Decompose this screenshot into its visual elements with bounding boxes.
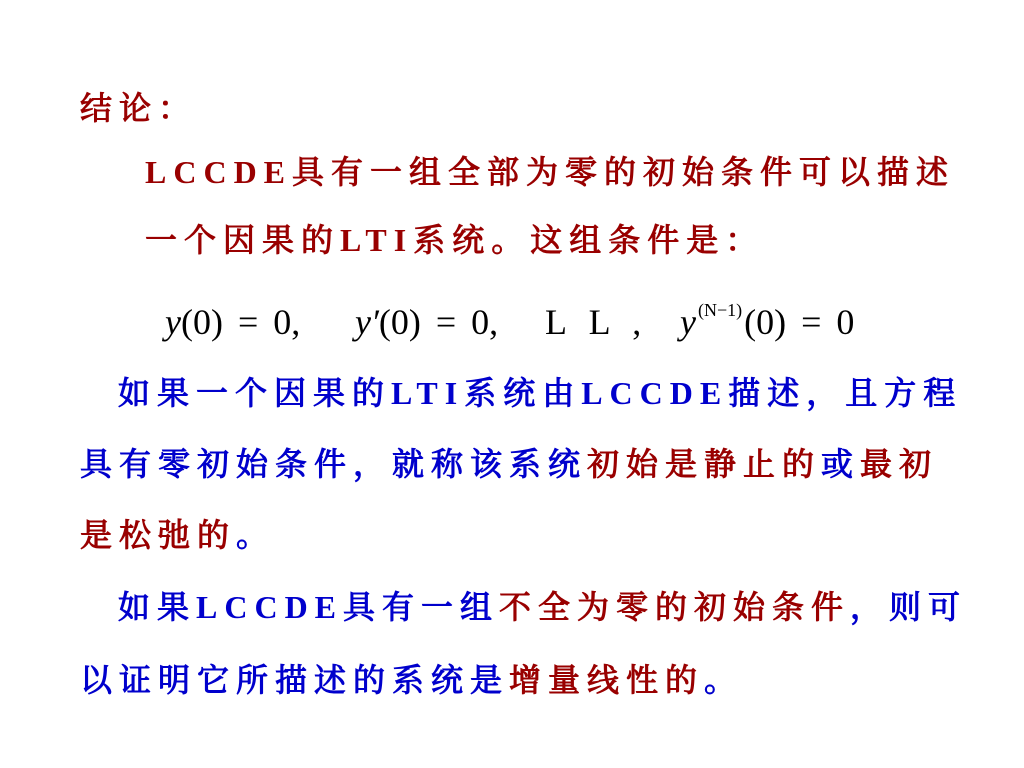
formula-superscript-order: (N−1) <box>697 300 743 320</box>
para1-line-3-period: 。 <box>236 517 276 553</box>
para2-line-1-text: 如果LCCDE具有一组 <box>118 589 500 625</box>
formula-term-yN1 <box>680 296 854 354</box>
term-initially-relaxed-start: 最初 <box>860 446 939 482</box>
para2-line-2-period: 。 <box>704 662 744 698</box>
para2-line-2 <box>80 660 743 700</box>
formula-var-y-n: y <box>680 302 696 342</box>
formula-term-y0 <box>165 296 300 348</box>
conclusion-line-1: LCCDE具有一组全部为零的初始条件可以描述 <box>145 154 956 190</box>
formula-var-y: y <box>165 302 181 342</box>
term-incrementally-linear: 增量线性的 <box>509 662 705 698</box>
para1-line-3 <box>80 515 275 555</box>
term-initially-relaxed-end: 是松弛的 <box>80 517 237 553</box>
para2-line-2-text: 以证明它所描述的系统是 <box>80 662 510 698</box>
term-nonzero-initial-conditions: 不全为零的初始条件 <box>499 589 851 625</box>
formula-term-yprime0-rest: (0) = 0, <box>378 302 499 342</box>
conclusion-heading: 结论： <box>80 90 198 126</box>
para1-line-2 <box>80 444 938 484</box>
initial-conditions-formula <box>0 296 1024 348</box>
term-initial-rest: 初始是静止的 <box>587 446 822 482</box>
para1-line-1: 如果一个因果的LTI系统由LCCDE描述，且方程 <box>118 375 963 411</box>
conclusion-line-2: 一个因果的LTI系统。这组条件是： <box>145 222 765 258</box>
para1-line-2-text: 具有零初始条件，就称该系统 <box>80 446 588 482</box>
para1-line-2-or: 或 <box>821 446 861 482</box>
formula-term-yN1-rest: (0) = 0 <box>744 302 855 342</box>
formula-ellipsis: L L , <box>545 302 642 342</box>
para2-line-1-tail: ，则可 <box>850 589 968 625</box>
formula-term-y0-rest: (0) = 0, <box>180 302 301 342</box>
formula-var-yprime: y′ <box>355 302 379 342</box>
formula-term-yprime0 <box>355 296 498 348</box>
para2-line-1 <box>118 587 967 627</box>
